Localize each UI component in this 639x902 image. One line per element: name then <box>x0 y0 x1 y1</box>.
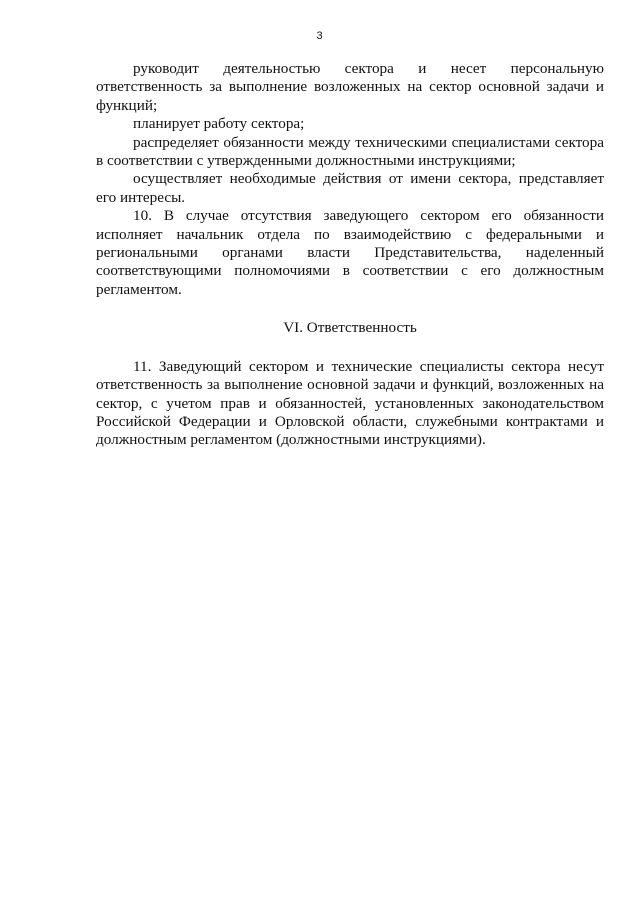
paragraph-duties-distribute: распределяет обязанности между техническими специалистами сектора в соответствии с утвержденными должностными инструкциями; <box>96 133 604 170</box>
paragraph-duties-plan: планирует работу сектора; <box>133 115 305 133</box>
paragraph-clause-11: 11. Заведующий сектором и технические специалисты сектора несут ответственность за выполнение основной задачи и функций, возложенных на сектор, с учетом прав и обязанностей, установленных законодательством Российской Федерации и Орловской области, служебными контрактами и должностным регламентом (должностными инструкциями). <box>96 357 604 449</box>
document-body <box>96 60 604 450</box>
paragraph-duties-lead: руководит деятельностью сектора и несет персональную ответственность за выполнение возложенных на сектор основной задачи и функций; <box>96 60 604 114</box>
section-heading: VI. Ответственность <box>283 319 417 337</box>
page-number: 3 <box>316 30 323 42</box>
paragraph-clause-10: 10. В случае отсутствия заведующего сектором его обязанности исполняет начальник отдела по взаимодействию с федеральными и региональными органами власти Представительства, наделенный соответствующими полномочиями в соответствии с его должностным регламентом. <box>96 207 604 298</box>
paragraph-duties-represent: осуществляет необходимые действия от имени сектора, представляет его интересы. <box>96 170 604 206</box>
